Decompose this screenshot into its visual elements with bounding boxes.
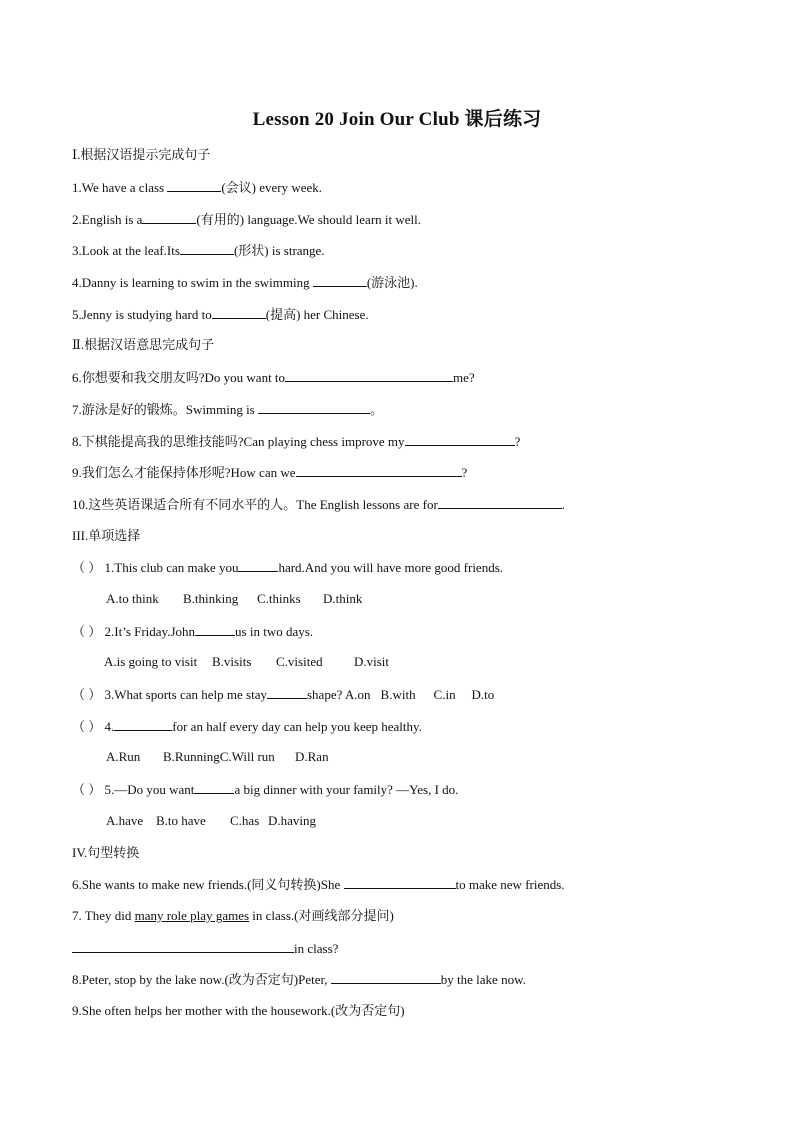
answer-blank[interactable] [167,179,221,192]
question-text: 5.Jenny is studying hard to [72,307,212,322]
page-title: Lesson 20 Join Our Club 课后练习 [252,109,542,130]
answer-blank [238,559,278,572]
section-3-heading: III.单项选择 [72,528,141,543]
option-c[interactable]: C.visited [276,654,323,669]
question-text: 3.What sports can help me stay [104,687,267,702]
question-text: 4.Danny is learning to swim in the swimming [72,275,313,290]
option-a[interactable]: A.have [106,813,144,828]
option-a[interactable]: A.Run [106,749,141,764]
underlined-phrase: many role play games [134,908,250,923]
option-b-c[interactable]: B.RunningC.Will run [163,749,275,764]
mc-options-2 [104,654,389,670]
option-a[interactable]: A.is going to visit [104,654,198,669]
answer-blank[interactable] [258,401,370,414]
question-text: 。 [370,402,384,417]
answer-paren[interactable]: （ ） [72,560,102,575]
question-text: (提高) her Chinese. [265,307,369,322]
question-text: 3.Look at the leaf.Its [72,243,180,258]
question-text: 4. [104,719,115,734]
question-text: hard.And you will have more good friends. [278,560,504,575]
question-text: ? [461,465,468,480]
answer-blank[interactable] [180,242,234,255]
mc-question-5 [72,781,458,798]
answer-blank[interactable] [344,876,456,889]
question-text: 1.This club can make you [104,560,239,575]
answer-paren[interactable]: （ ） [72,624,102,639]
question-text: for an half every day can help you keep healthy. [172,719,422,734]
answer-paren[interactable]: （ ） [72,687,102,702]
question-text: 9.我们怎么才能保持体形呢?How can we [72,465,296,480]
transform-question-7-line2 [72,940,338,957]
answer-blank[interactable] [296,464,462,477]
answer-blank [194,781,234,794]
option-b[interactable]: B.visits [212,654,252,669]
mc-options-4 [106,749,329,765]
mc-options-5 [106,813,316,829]
question-6 [72,369,475,386]
question-text: me? [453,370,475,385]
transform-question-7 [72,908,394,924]
question-text: 1.We have a class [72,180,168,195]
question-text: ? [514,434,521,449]
question-text: 7.游泳是好的锻炼。Swimming is [72,402,258,417]
answer-paren[interactable]: （ ） [72,719,102,734]
option-b[interactable]: B.to have [156,813,206,828]
option-d[interactable]: D.having [268,813,317,828]
question-text: (形状) is strange. [233,243,325,258]
mc-question-1 [72,559,503,576]
mc-question-2 [72,623,313,640]
answer-blank[interactable] [405,433,515,446]
question-10 [72,496,565,513]
question-text: shape? A.on [306,687,371,702]
mc-options-1 [106,591,362,607]
question-text: 10.这些英语课适合所有不同水平的人。The English lessons are for [72,497,438,512]
question-text: 6.She wants to make new friends.(同义句转换)She [72,877,344,892]
answer-blank [195,623,235,636]
section-1-heading: Ⅰ.根据汉语提示完成句子 [72,147,211,162]
answer-blank[interactable] [72,940,294,953]
question-5 [72,306,369,323]
question-9 [72,464,467,481]
option-d[interactable]: D.Ran [295,749,329,764]
option-d[interactable]: D.to [471,687,495,702]
question-text: 7. They did [72,908,135,923]
transform-question-9 [72,1003,405,1019]
section-4-heading: IV.句型转换 [72,845,140,860]
option-c[interactable]: C.in [433,687,456,702]
answer-blank [267,686,307,699]
answer-paren[interactable]: （ ） [72,782,102,797]
question-text: a big dinner with your family? —Yes, I do. [234,782,459,797]
question-text: 6.你想要和我交朋友吗?Do you want to [72,370,286,385]
option-d[interactable]: D.think [323,591,363,606]
section-2-heading: Ⅱ.根据汉语意思完成句子 [72,337,215,352]
question-4 [72,274,418,291]
option-a[interactable]: A.to think [106,591,159,606]
answer-blank[interactable] [313,274,367,287]
question-text: (游泳池). [366,275,418,290]
answer-blank[interactable] [331,971,441,984]
option-b[interactable]: B.with [380,687,416,702]
question-text: 8.Peter, stop by the lake now.(改为否定句)Peter, [72,972,331,987]
question-text: in class.(对画线部分提问) [249,908,394,923]
question-text: . [561,497,566,512]
option-b[interactable]: B.thinking [183,591,239,606]
question-7 [72,401,383,418]
question-text: us in two days. [235,624,314,639]
question-8 [72,433,520,450]
option-c[interactable]: C.thinks [257,591,301,606]
question-3 [72,242,325,259]
question-text: (会议) every week. [221,180,323,195]
question-2 [72,211,421,228]
question-text: by the lake now. [440,972,526,987]
question-text: to make new friends. [455,877,565,892]
question-text: 2.English is a [72,212,143,227]
option-d[interactable]: D.visit [354,654,390,669]
answer-blank[interactable] [142,211,196,224]
mc-question-3 [72,686,494,703]
answer-blank [114,718,172,731]
option-c[interactable]: C.has [230,813,260,828]
answer-blank[interactable] [285,369,453,382]
question-text: (有用的) language.We should learn it well. [196,212,422,227]
question-text: 9.She often helps her mother with the housework.(改为否定句) [72,1003,405,1018]
question-text: in class? [294,941,339,956]
answer-blank[interactable] [212,306,266,319]
transform-question-6 [72,876,565,893]
question-text: 5.—Do you want [104,782,195,797]
question-text: 2.It’s Friday.John [104,624,196,639]
question-text: 8.下棋能提高我的思维技能吗?Can playing chess improve my [72,434,405,449]
transform-question-8 [72,971,526,988]
mc-question-4 [72,718,422,735]
question-1 [72,179,322,196]
answer-blank[interactable] [438,496,562,509]
